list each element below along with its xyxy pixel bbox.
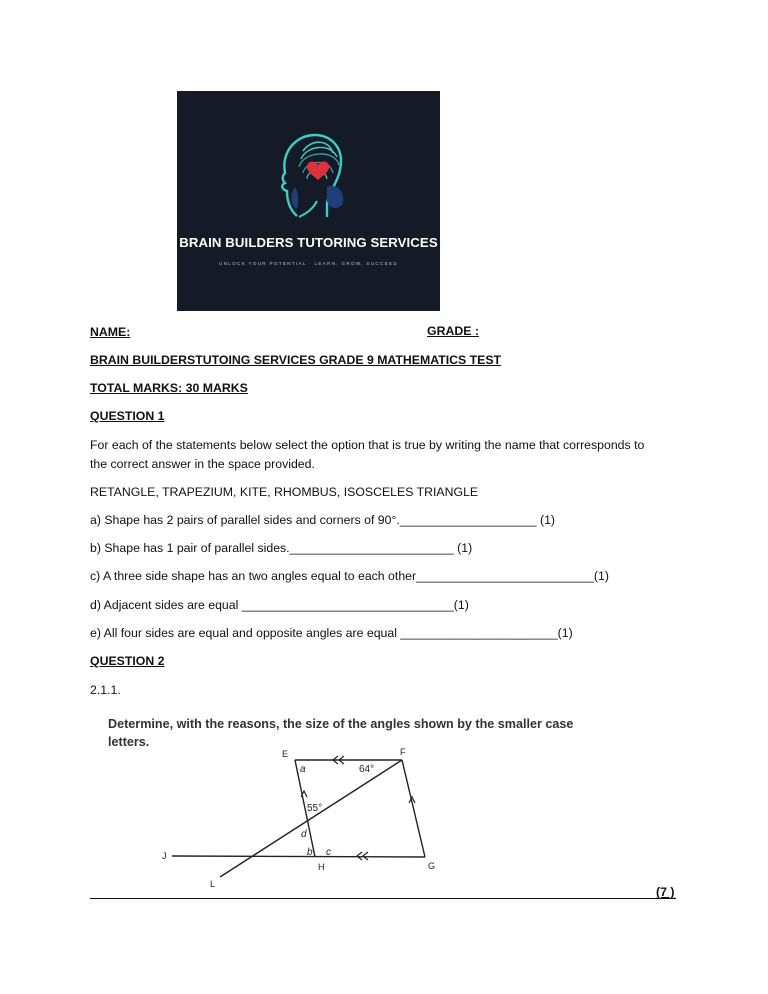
parallel-marks-hg	[357, 852, 368, 860]
angle-d: d	[301, 829, 307, 840]
logo-title: BRAIN BUILDERS TUTORING SERVICES	[179, 235, 438, 250]
line-fg	[402, 760, 425, 857]
question2-heading: QUESTION 2	[90, 654, 165, 668]
answer-line	[90, 898, 676, 899]
question2-marks: (7 )	[656, 885, 675, 899]
geometry-diagram	[150, 745, 470, 895]
grade-label: GRADE :	[427, 324, 479, 338]
angle-c: c	[326, 847, 331, 858]
brand-logo	[177, 91, 440, 311]
question1-item-c: c) A three side shape has an two angles equal to each other__________________________(1)	[90, 569, 609, 583]
question2-prompt-line2: letters.	[108, 735, 150, 749]
head-heart-icon	[177, 91, 440, 311]
angle-64: 64°	[359, 764, 375, 775]
point-e: E	[282, 749, 289, 759]
question1-instruction-cont: the correct answer in the space provided.	[90, 457, 315, 471]
question1-options: RETANGLE, TRAPEZIUM, KITE, RHOMBUS, ISOSCELES TRIANGLE	[90, 485, 479, 499]
question1-item-b: b) Shape has 1 pair of parallel sides.________________________ (1)	[90, 541, 473, 555]
point-g: G	[428, 861, 436, 871]
question1-item-d: d) Adjacent sides are equal _______________________________(1)	[90, 598, 469, 612]
line-fl	[220, 760, 402, 877]
heart-icon	[307, 161, 329, 180]
angle-55: 55°	[307, 803, 323, 814]
point-l: L	[210, 879, 216, 889]
question1-instruction: For each of the statements below select the option that is true by writing the name that corresponds to	[90, 438, 645, 452]
question1-item-a: a) Shape has 2 pairs of parallel sides and corners of 90°.____________________ (1)	[90, 513, 556, 527]
name-label: NAME:	[90, 325, 131, 339]
total-marks: TOTAL MARKS: 30 MARKS	[90, 381, 248, 395]
point-h: H	[318, 862, 325, 872]
point-j: J	[162, 851, 167, 861]
point-f: F	[400, 747, 406, 757]
question2-sub-number: 2.1.1.	[90, 683, 121, 697]
angle-a: a	[300, 764, 306, 775]
question1-item-e: e) All four sides are equal and opposite angles are equal _______________________(1)	[90, 626, 573, 640]
angle-b: b	[307, 847, 313, 858]
question2-prompt-line1: Determine, with the reasons, the size of the angles shown by the smaller case	[108, 717, 574, 731]
test-title: BRAIN BUILDERSTUTOING SERVICES GRADE 9 MATHEMATICS TEST	[90, 353, 502, 367]
logo-tagline: UNLOCK YOUR POTENTIAL · LEARN, GROW, SUCCEED	[219, 261, 398, 266]
line-jg	[172, 856, 425, 857]
question1-heading: QUESTION 1	[90, 409, 165, 423]
